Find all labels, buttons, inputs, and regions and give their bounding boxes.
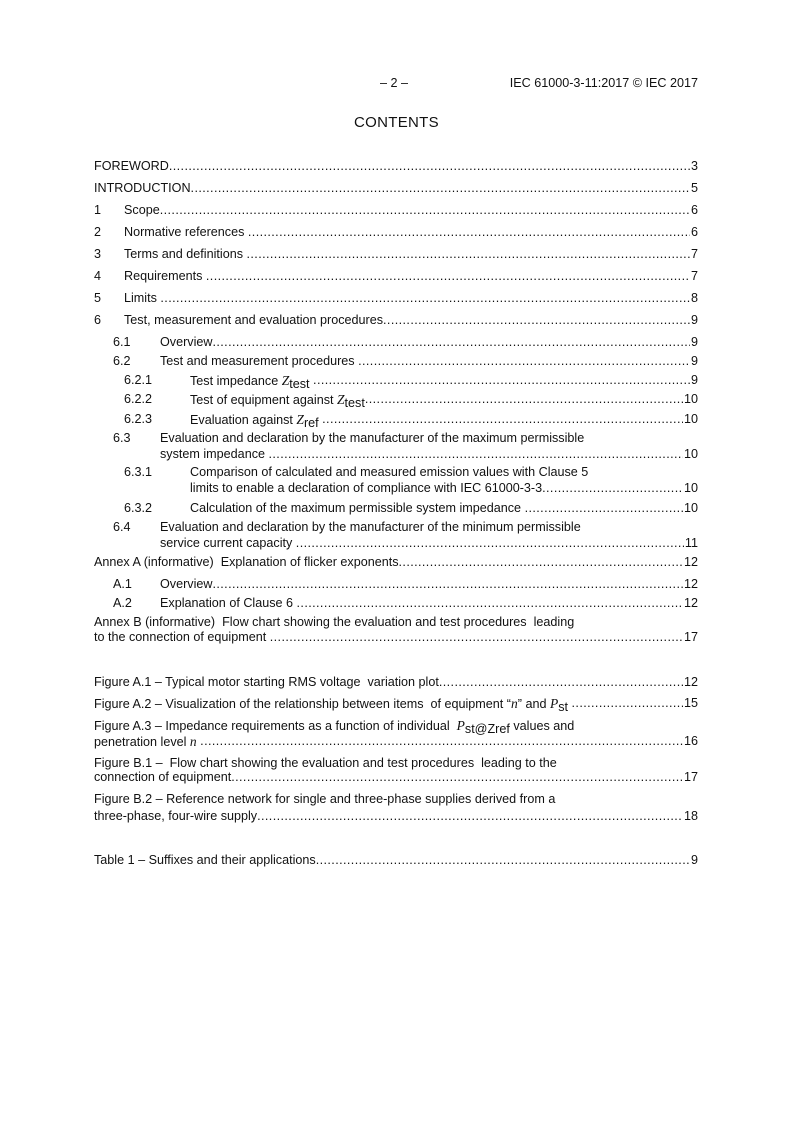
toc-entry-title <box>124 203 160 219</box>
toc-entry[interactable] <box>94 392 698 408</box>
toc-page-number: 9 <box>690 373 698 387</box>
title-text: Explanation of Clause 6 <box>160 596 297 610</box>
toc-page-number: 9 <box>690 313 698 327</box>
dot-leader <box>231 770 683 786</box>
title-text: Test of equipment against <box>190 393 338 407</box>
math-subscript: test <box>344 396 365 410</box>
toc-entry[interactable] <box>94 354 698 370</box>
math-variable: Z <box>337 392 345 407</box>
toc-entry[interactable] <box>94 412 698 428</box>
math-variable: Z <box>296 412 304 427</box>
dot-leader <box>269 447 683 463</box>
toc-page-number: 17 <box>683 770 698 784</box>
title-text: Terms and definitions <box>124 247 247 261</box>
math-variable: P <box>456 718 465 733</box>
document-id: IEC 61000-3-11:2017 © IEC 2017 <box>509 76 698 90</box>
title-text: values and <box>509 719 575 733</box>
title-text: Comparison of calculated and measured emission values with Clause 5 <box>190 465 589 479</box>
dot-leader <box>257 809 683 825</box>
toc-entry[interactable] <box>94 615 698 646</box>
toc-entry[interactable] <box>94 792 698 825</box>
title-text: Evaluation and declaration by the manufacturer of the minimum permissible <box>160 520 581 534</box>
math-subscript: ref <box>303 416 319 430</box>
toc-page-number: 18 <box>683 809 698 823</box>
dot-leader <box>383 313 690 329</box>
toc-entry-title <box>94 696 572 713</box>
toc-page-number: 12 <box>683 577 698 591</box>
toc-entry-number: 6.2.3 <box>124 412 153 426</box>
math-variable: P <box>549 696 559 711</box>
dot-leader <box>365 392 683 409</box>
title-text: limits to enable a declaration of compliance with IEC 61000-3-3 <box>190 481 543 495</box>
title-text: Table 1 – Suffixes and their applications <box>94 853 316 867</box>
title-text: Test, measurement and evaluation procedures <box>124 313 384 327</box>
dot-leader <box>322 412 683 429</box>
toc-page-number: 3 <box>690 159 698 173</box>
title-text: penetration level <box>94 735 190 749</box>
toc-entry-title <box>160 596 297 612</box>
title-text: Annex A (informative) Explanation of flicker exponents <box>94 555 399 569</box>
toc-entry[interactable] <box>94 203 698 219</box>
toc-entry-title <box>160 354 358 370</box>
dot-leader <box>270 630 683 646</box>
toc-entry[interactable] <box>94 291 698 307</box>
toc-entry-title <box>94 630 270 646</box>
title-text: Normative references <box>124 225 248 239</box>
dot-leader <box>399 555 683 571</box>
dot-leader <box>572 696 683 713</box>
toc-entry-number: 6.1 <box>113 335 131 349</box>
dot-leader <box>358 354 690 370</box>
toc-entry-title <box>94 615 574 631</box>
toc-page-number: 12 <box>683 555 698 569</box>
dot-leader <box>247 247 690 263</box>
toc-entry[interactable] <box>94 718 698 750</box>
toc-entry-number: 6.4 <box>113 520 131 534</box>
math-variable: n <box>511 696 518 711</box>
toc-entry[interactable] <box>94 431 698 463</box>
toc-entry-title <box>94 809 257 825</box>
dot-leader <box>316 853 690 869</box>
title-text: INTRODUCTION <box>94 181 191 195</box>
toc-page-number: 10 <box>683 392 698 406</box>
toc-entry-title <box>160 447 269 463</box>
toc-page-number: 7 <box>690 247 698 261</box>
toc-page-number: 9 <box>690 354 698 368</box>
toc-entry-title <box>94 555 399 571</box>
dot-leader <box>296 536 684 552</box>
toc-entry-number: 6.2 <box>113 354 131 368</box>
toc-entry-number: 5 <box>94 291 102 305</box>
title-text: Figure B.2 – Reference network for single and three-phase supplies derived from a <box>94 792 556 806</box>
dot-leader <box>525 501 683 517</box>
toc-entry-title <box>94 792 555 808</box>
dot-leader <box>248 225 690 241</box>
title-text: FOREWORD <box>94 159 169 173</box>
toc-entry-number: 6.2.2 <box>124 392 153 406</box>
toc-entry-title <box>190 392 365 409</box>
toc-entry-title <box>94 853 316 869</box>
toc-entry[interactable] <box>94 225 698 241</box>
toc-entry-title <box>94 159 169 175</box>
toc-entry-number: 4 <box>94 269 102 283</box>
math-subscript: st@Zref <box>464 722 510 736</box>
title-text: Limits <box>124 291 161 305</box>
title-text: Requirements <box>124 269 206 283</box>
math-subscript: st <box>558 700 569 714</box>
dot-leader <box>206 269 690 285</box>
toc-entry-number: 1 <box>94 203 102 217</box>
toc-entry-number: 6 <box>94 313 102 327</box>
toc-page-number: 10 <box>683 501 698 515</box>
toc-page-number: 10 <box>683 447 698 461</box>
toc-entry-number: 6.2.1 <box>124 373 153 387</box>
toc-entry-title <box>160 577 212 593</box>
toc-entry[interactable] <box>94 520 698 552</box>
dot-leader <box>169 159 690 175</box>
title-text: system impedance <box>160 447 269 461</box>
toc-page-number: 15 <box>683 696 698 710</box>
title-text: three-phase, four-wire supply <box>94 809 258 823</box>
toc-entry-number: 3 <box>94 247 102 261</box>
toc-entry-title <box>190 481 542 497</box>
title-text: Figure B.1 – Flow chart showing the evaluation and test procedures leading to the <box>94 756 557 770</box>
toc-entry[interactable] <box>94 675 698 691</box>
toc-entry[interactable] <box>94 181 698 197</box>
toc-entry-title <box>160 335 212 351</box>
page-title: CONTENTS <box>354 114 439 131</box>
page-number: – 2 – <box>380 76 409 90</box>
dot-leader <box>160 291 690 307</box>
math-variable: Z <box>281 373 290 388</box>
title-text: Overview <box>160 335 213 349</box>
toc-entry-title <box>94 718 574 735</box>
toc-page-number: 9 <box>690 853 698 867</box>
title-text: Evaluation against <box>190 413 297 427</box>
toc-entry-number: 6.3.1 <box>124 465 153 479</box>
toc-entry-title <box>94 734 200 751</box>
toc-page-number: 6 <box>690 203 698 217</box>
title-text: Annex B (informative) Flow chart showing the evaluation and test procedures leading <box>94 615 575 629</box>
dot-leader <box>212 577 683 593</box>
toc-entry-number: 6.3 <box>113 431 131 445</box>
dot-leader <box>297 596 683 612</box>
title-text: Test impedance <box>190 374 282 388</box>
toc-entry[interactable] <box>94 853 698 869</box>
dot-leader <box>200 734 683 751</box>
toc-entry-title <box>190 412 322 429</box>
toc-entry[interactable] <box>94 555 698 571</box>
title-text: to the connection of equipment <box>94 630 270 644</box>
toc-page-number: 5 <box>690 181 698 195</box>
title-text: Figure A.1 – Typical motor starting RMS voltage variation plot <box>94 675 439 689</box>
toc-entry-title <box>94 675 439 691</box>
toc-entry[interactable] <box>94 335 698 351</box>
toc-entry-title <box>190 373 313 390</box>
toc-entry-number: A.2 <box>113 596 132 610</box>
title-text: Scope <box>124 203 160 217</box>
title-text: ” and <box>517 697 550 711</box>
toc-entry[interactable] <box>94 313 698 329</box>
toc-entry-title <box>124 247 247 263</box>
toc-page-number: 8 <box>690 291 698 305</box>
math-variable: n <box>189 734 197 749</box>
toc-entry[interactable] <box>94 501 698 517</box>
toc-entry-title <box>160 431 584 447</box>
toc-entry-title <box>94 770 231 786</box>
toc-entry-title <box>124 291 160 307</box>
toc-page-number: 12 <box>683 675 698 689</box>
toc-entry[interactable] <box>94 465 698 497</box>
toc-page-number: 10 <box>683 412 698 426</box>
toc-entry-title <box>124 313 383 329</box>
title-text: Evaluation and declaration by the manufacturer of the maximum permissible <box>160 431 585 445</box>
toc-entry-title <box>124 269 206 285</box>
toc-entry-title <box>160 520 581 536</box>
toc-page-number: 12 <box>683 596 698 610</box>
toc-entry[interactable] <box>94 247 698 263</box>
title-text: Figure A.3 – Impedance requirements as a function of individual <box>94 719 457 733</box>
toc-entry-title <box>160 536 296 552</box>
title-text: service current capacity <box>160 536 296 550</box>
toc-page-number: 7 <box>690 269 698 283</box>
title-text: Test and measurement procedures <box>160 354 359 368</box>
toc-entry[interactable] <box>94 577 698 593</box>
toc-entry-title <box>190 465 588 481</box>
title-text: Overview <box>160 577 213 591</box>
toc-entry-number: 6.3.2 <box>124 501 153 515</box>
title-text: connection of equipment <box>94 770 232 784</box>
dot-leader <box>160 203 690 219</box>
toc-page-number: 17 <box>683 630 698 644</box>
toc-entry[interactable] <box>94 373 698 389</box>
dot-leader <box>542 481 683 497</box>
title-text: Calculation of the maximum permissible system impedance <box>190 501 525 515</box>
title-text: Figure A.2 – Visualization of the relationship between items of equipment “ <box>94 697 512 711</box>
dot-leader <box>212 335 690 351</box>
toc-entry-title <box>124 225 248 241</box>
toc-entry[interactable] <box>94 596 698 612</box>
toc-page-number: 10 <box>683 481 698 495</box>
toc-entry-number: 2 <box>94 225 102 239</box>
toc-entry-title <box>94 181 191 197</box>
toc-entry-title <box>190 501 525 517</box>
toc-entry[interactable] <box>94 756 698 786</box>
toc-page-number: 16 <box>683 734 698 748</box>
dot-leader <box>191 181 690 197</box>
toc-page-number: 6 <box>690 225 698 239</box>
toc-page-number: 11 <box>684 536 698 550</box>
math-subscript: test <box>289 377 310 391</box>
toc-entry-number: A.1 <box>113 577 132 591</box>
dot-leader <box>313 373 690 390</box>
toc-entry[interactable] <box>94 159 698 175</box>
toc-entry[interactable] <box>94 269 698 285</box>
dot-leader <box>439 675 683 691</box>
toc-entry[interactable] <box>94 696 698 712</box>
toc-page-number: 9 <box>690 335 698 349</box>
